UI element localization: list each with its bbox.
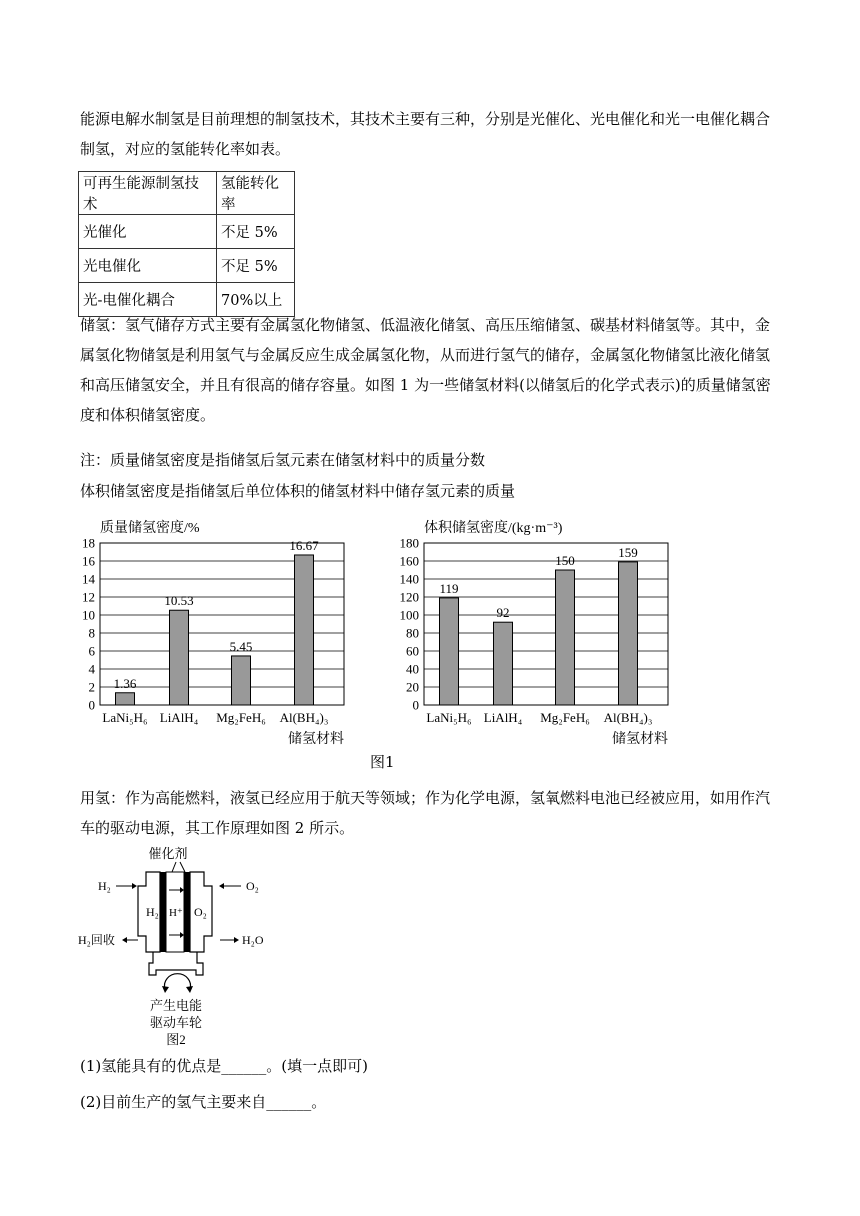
table-header-row: [79, 172, 295, 215]
cathode-o2-label: O₂: [194, 905, 207, 919]
bar: [556, 570, 575, 705]
h2-input-arrow-head: [132, 883, 137, 889]
table-row: [79, 215, 295, 249]
y-tick-label: 0: [88, 697, 95, 713]
table-cell: 不足 5%: [217, 249, 295, 283]
x-tick-label: Al(BH₄)₃: [279, 710, 329, 725]
x-axis-label: 储氢材料: [288, 732, 344, 747]
h2o-output-arrow-head: [234, 937, 239, 943]
y-tick-label: 14: [82, 571, 95, 587]
y-tick-label: 180: [399, 535, 419, 551]
power-label-line-1: 产生电能: [149, 998, 203, 1013]
catalyst-electrode-left: [160, 872, 166, 952]
question-1: (1)氢能具有的优点是______。(填一点即可): [80, 1057, 368, 1075]
h2-recycle-arrow-head: [122, 937, 127, 943]
table-cell: 光-电催化耦合: [79, 283, 217, 317]
bar: [116, 693, 135, 705]
figure2-caption: 图2: [166, 1032, 186, 1047]
volume-density-chart: [386, 512, 706, 752]
y-tick-label: 40: [406, 661, 419, 677]
chart-title: 质量储氢密度/%: [100, 521, 200, 536]
bar-value-label: 92: [496, 605, 510, 621]
y-tick-label: 60: [406, 643, 419, 659]
catalyst-label: 催化剂: [148, 846, 188, 861]
y-tick-label: 120: [399, 589, 419, 605]
note-volume-density: 体积储氢密度是指储氢后单位体积的储氢材料中储存氢元素的质量: [80, 482, 516, 500]
conversion-rate-table: [78, 171, 295, 317]
y-tick-label: 140: [399, 571, 419, 587]
table-row: [79, 249, 295, 283]
y-tick-label: 12: [82, 589, 95, 605]
x-tick-label: Mg₂FeH₆: [216, 710, 266, 725]
bar: [440, 598, 459, 705]
table-cell: 70%以上: [217, 283, 295, 317]
bar-value-label: 150: [555, 553, 575, 568]
x-tick-label: LiAlH₄: [483, 710, 523, 725]
bar-value-label: 16.67: [289, 537, 319, 553]
x-axis-label: 储氢材料: [612, 732, 668, 747]
bar-value-label: 10.53: [164, 593, 194, 609]
power-rotation-arrow-head: [162, 986, 169, 993]
note-mass-density: 注：质量储氢密度是指储氢后氢元素在储氢材料中的质量分数: [80, 451, 486, 469]
o2-input-arrow-head: [219, 883, 224, 889]
x-tick-label: Mg₂FeH₆: [540, 710, 590, 725]
table-cell: 光催化: [79, 215, 217, 249]
power-rotation-arrow: [165, 974, 191, 989]
o2-input-label: O₂: [246, 879, 259, 893]
y-tick-label: 20: [406, 679, 419, 695]
y-tick-label: 16: [82, 553, 95, 569]
h-plus-label: H⁺: [169, 907, 183, 919]
x-tick-label: LaNi₅H₆: [102, 710, 148, 725]
x-tick-label: LaNi₅H₆: [426, 710, 472, 725]
bar: [232, 656, 251, 705]
y-tick-label: 4: [88, 661, 95, 677]
table-header: 氢能转化率: [217, 172, 295, 215]
table-cell: 不足 5%: [217, 215, 295, 249]
y-tick-label: 18: [82, 535, 95, 551]
bar-value-label: 1.36: [113, 675, 137, 691]
bar-value-label: 119: [439, 580, 459, 596]
catalyst-pointer: [180, 862, 185, 872]
table-header: 可再生能源制氢技术: [79, 172, 217, 215]
storage-paragraph: 储氢：氢气储存方式主要有金属氢化物储氢、低温液化储氢、高压压缩储氢、碳基材料储氢等。其中，金属氢化物储氢是利用氢气与金属反应生成金属氢化物，从而进行氢气的储存，金属氢化物储氢比液化储氢和高压储氢安全，并且有很高的储存容量。如图 1 为一些储氢材料(以储氢后的化学式表示)的质量储氢密度和体积储氢密度。: [80, 316, 771, 424]
mass-density-chart: [62, 512, 382, 752]
h2o-output-label: H₂O: [242, 933, 264, 947]
external-circuit: [149, 952, 203, 975]
figure1-caption: 图1: [370, 753, 395, 771]
bar: [295, 555, 314, 705]
power-rotation-arrow-head: [186, 986, 193, 993]
bar: [619, 562, 638, 705]
y-tick-label: 8: [88, 625, 95, 641]
x-tick-label: Al(BH₄)₃: [603, 710, 653, 725]
y-tick-label: 80: [406, 625, 419, 641]
bar-value-label: 159: [618, 544, 638, 560]
catalyst-electrode-right: [184, 872, 190, 952]
power-label-line-2: 驱动车轮: [149, 1015, 203, 1030]
fuel-cell-diagram: [76, 842, 296, 1057]
x-tick-label: LiAlH₄: [159, 710, 199, 725]
question-2: (2)目前生产的氢气主要来自______。: [80, 1093, 327, 1111]
usage-paragraph: 用氢：作为高能燃料，液氢已经应用于航天等领域；作为化学电源，氢氧燃料电池已经被应用，如用作汽车的驱动电源，其工作原理如图 2 所示。: [80, 789, 771, 837]
y-tick-label: 160: [399, 553, 419, 569]
y-tick-label: 6: [88, 643, 95, 659]
chart-title: 体积储氢密度/(kg·m⁻³): [424, 521, 563, 536]
y-tick-label: 0: [412, 697, 419, 713]
h2-recycle-label: H₂回收: [78, 933, 115, 947]
intro-paragraph: 能源电解水制氢是目前理想的制氢技术，其技术主要有三种，分别是光催化、光电催化和光一电催化耦合制氢，对应的氢能转化率如表。: [80, 110, 771, 158]
catalyst-pointer: [172, 862, 176, 872]
bar: [170, 610, 189, 705]
y-tick-label: 2: [88, 679, 95, 695]
bar-value-label: 5.45: [229, 638, 253, 654]
bar: [494, 622, 513, 705]
y-tick-label: 10: [82, 607, 95, 623]
table-cell: 光电催化: [79, 249, 217, 283]
y-tick-label: 100: [399, 607, 419, 623]
h2-input-label: H₂: [98, 879, 111, 893]
anode-h2-label: H₂: [146, 905, 159, 919]
